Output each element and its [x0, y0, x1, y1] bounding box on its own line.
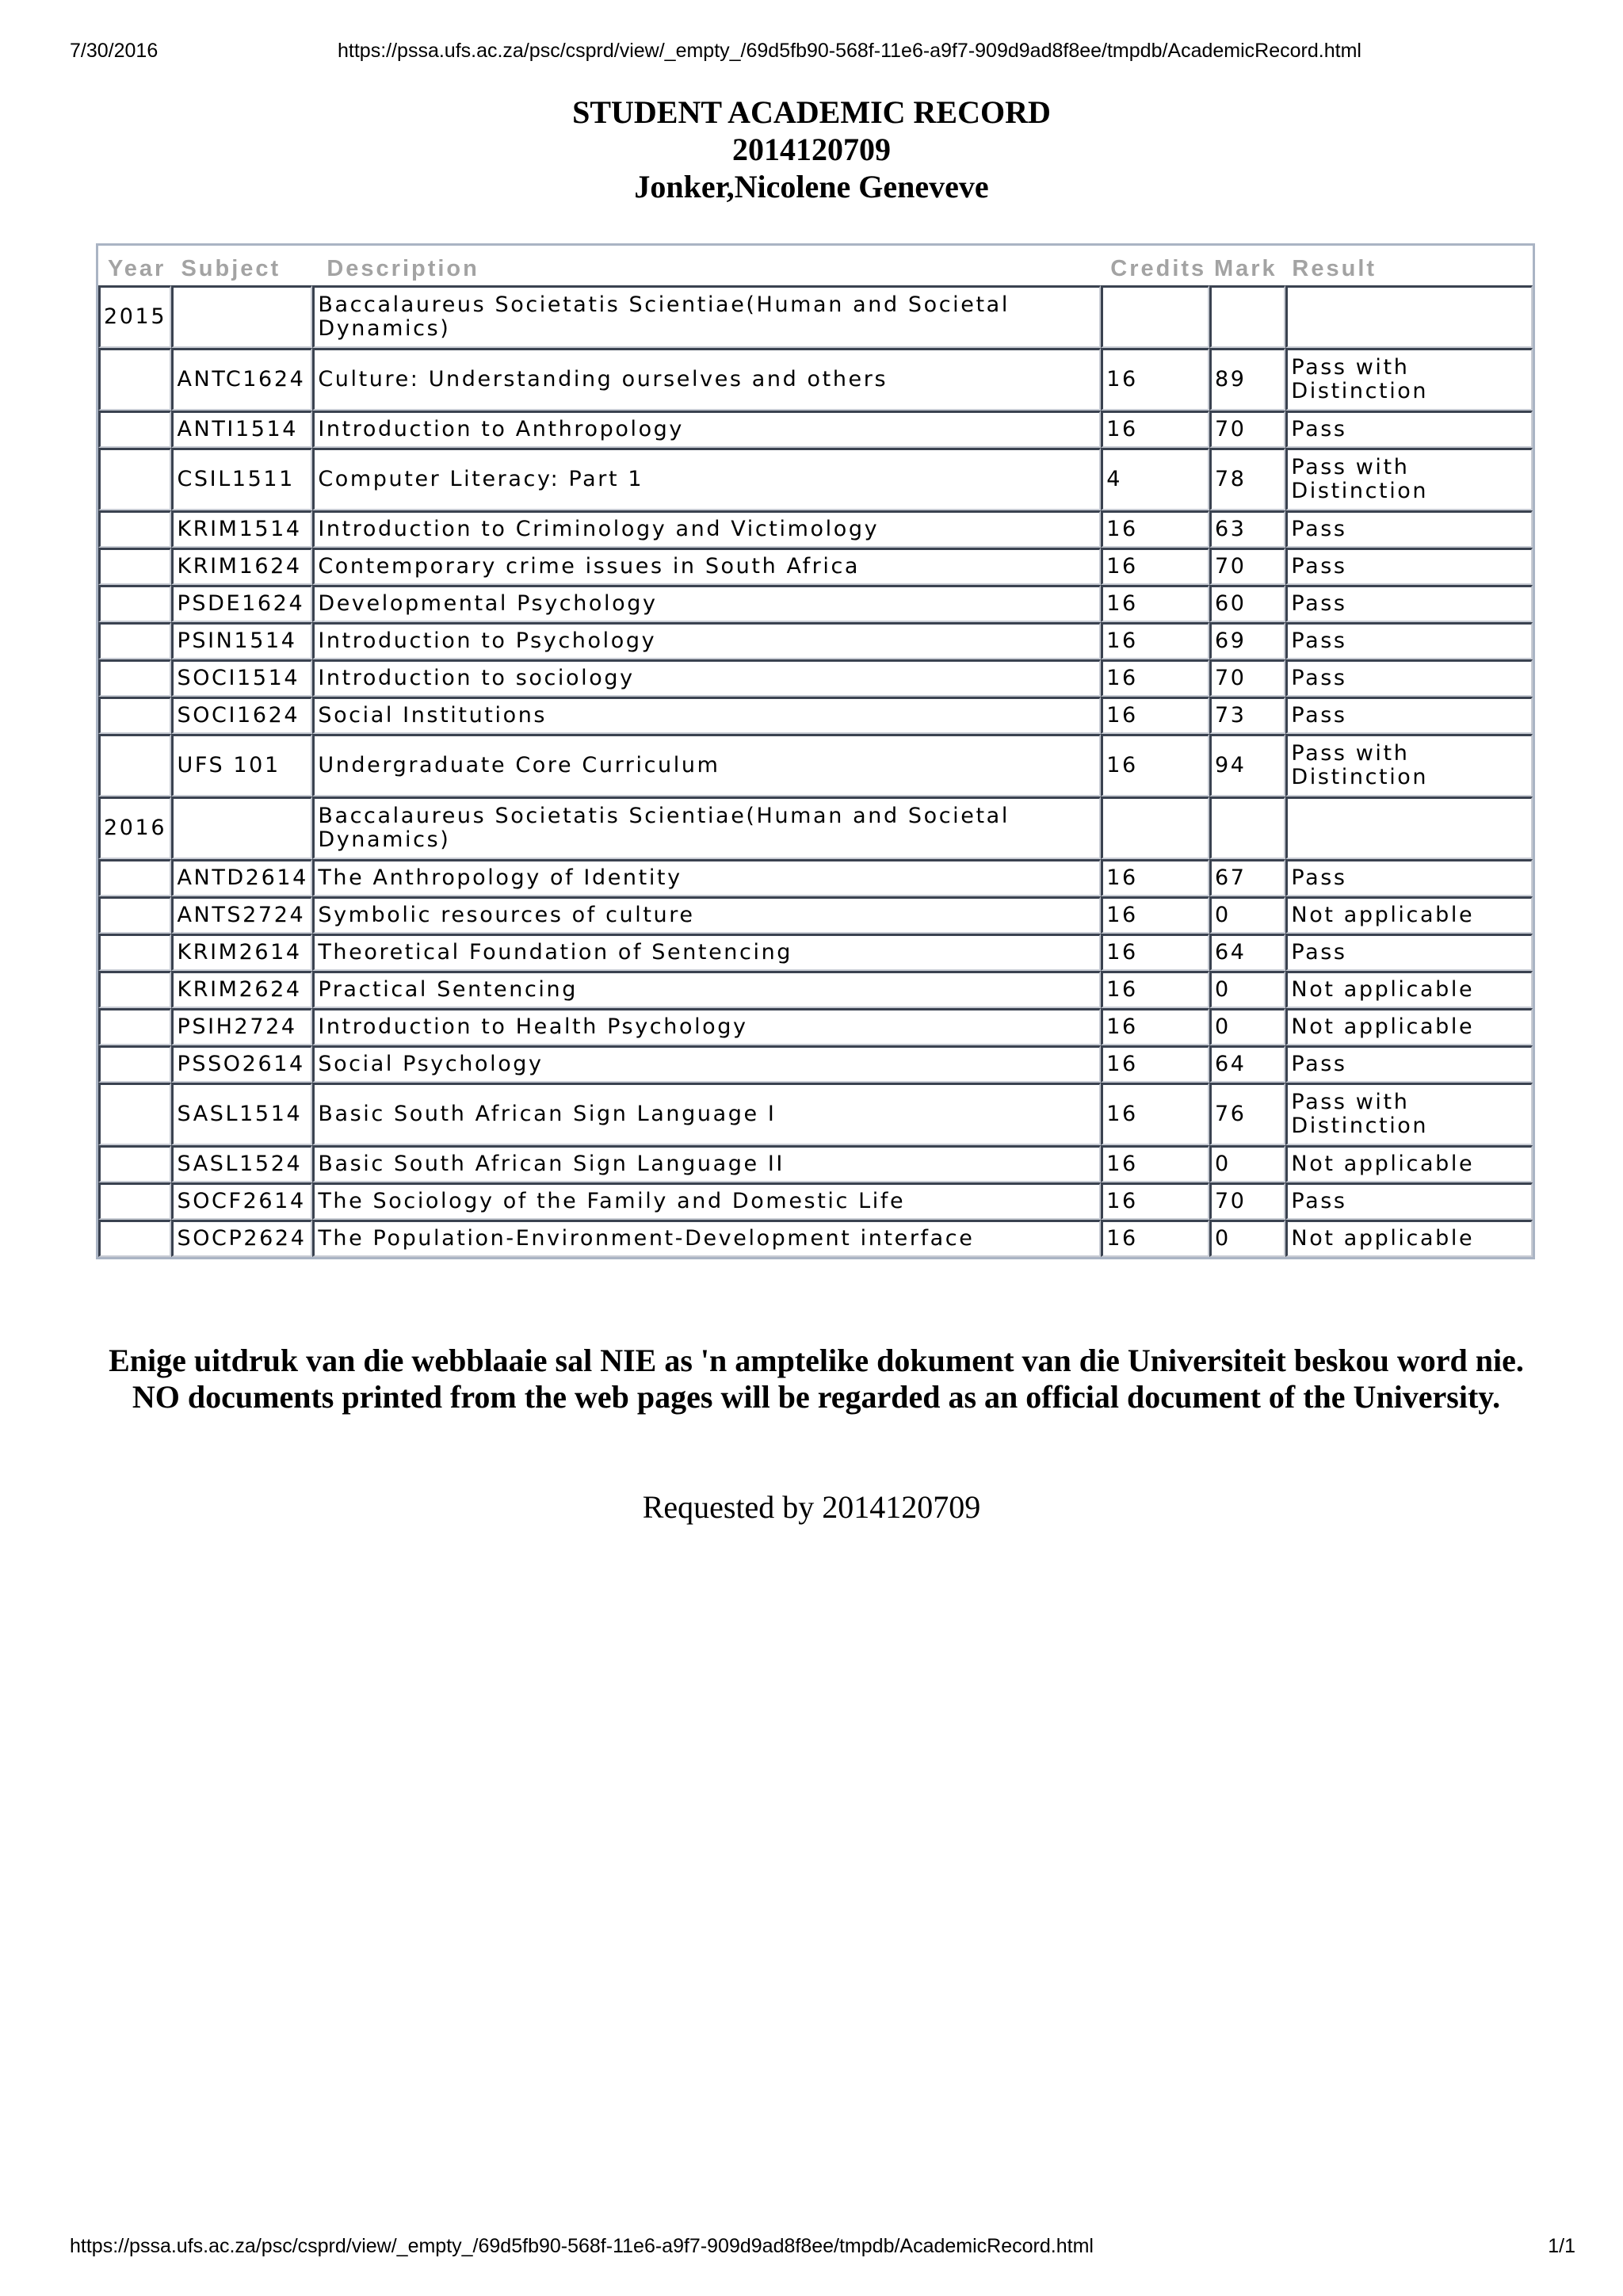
- cell-result: Pass with Distinction: [1285, 348, 1533, 411]
- cell-subject: SOCI1624: [171, 697, 312, 734]
- cell-year: [98, 448, 171, 510]
- cell-subject: PSIN1514: [171, 622, 312, 659]
- cell-description: Theoretical Foundation of Sentencing: [312, 934, 1101, 971]
- cell-mark: 94: [1209, 734, 1285, 797]
- cell-mark: 0: [1209, 971, 1285, 1008]
- cell-mark: 64: [1209, 1045, 1285, 1083]
- cell-mark: 60: [1209, 585, 1285, 622]
- column-header-description: Description: [327, 255, 479, 281]
- cell-credits: 16: [1101, 510, 1209, 548]
- cell-description: The Population-Environment-Development interface: [312, 1220, 1101, 1257]
- record-title: STUDENT ACADEMIC RECORD: [572, 94, 1051, 130]
- page-number: 1/1: [1548, 2235, 1575, 2257]
- cell-subject: CSIL1511: [171, 448, 312, 510]
- cell-credits: 16: [1101, 896, 1209, 934]
- cell-credits: 16: [1101, 1145, 1209, 1182]
- table-row: [98, 510, 1533, 548]
- cell-year: [98, 548, 171, 585]
- cell-subject: PSDE1624: [171, 585, 312, 622]
- cell-mark: 78: [1209, 448, 1285, 510]
- cell-result: Not applicable: [1285, 1145, 1533, 1182]
- cell-result: Pass: [1285, 697, 1533, 734]
- cell-mark: 64: [1209, 934, 1285, 971]
- cell-subject: [171, 797, 312, 859]
- cell-year: [98, 734, 171, 797]
- cell-result: Pass: [1285, 510, 1533, 548]
- student-number: 2014120709: [732, 132, 891, 167]
- cell-mark: 0: [1209, 1008, 1285, 1045]
- cell-mark: [1209, 797, 1285, 859]
- cell-mark: 69: [1209, 622, 1285, 659]
- table-row: [98, 411, 1533, 448]
- cell-result: Not applicable: [1285, 1008, 1533, 1045]
- cell-description: Baccalaureus Societatis Scientiae(Human and Societal Dynamics): [312, 797, 1101, 859]
- cell-year: [98, 510, 171, 548]
- table-row: [98, 622, 1533, 659]
- cell-result: Pass: [1285, 859, 1533, 896]
- cell-mark: 0: [1209, 896, 1285, 934]
- cell-credits: 16: [1101, 622, 1209, 659]
- requested-by: Requested by 2014120709: [642, 1489, 981, 1525]
- cell-mark: 63: [1209, 510, 1285, 548]
- cell-year: [98, 859, 171, 896]
- cell-credits: 16: [1101, 411, 1209, 448]
- cell-year: 2015: [98, 285, 171, 348]
- cell-year: [98, 1145, 171, 1182]
- cell-result: [1285, 797, 1533, 859]
- print-header-url: https://pssa.ufs.ac.za/psc/csprd/view/_empty_/69d5fb90-568f-11e6-a9f7-909d9ad8f8ee/tmpdb/AcademicRecord.html: [338, 40, 1361, 62]
- cell-credits: 16: [1101, 585, 1209, 622]
- cell-subject: SOCI1514: [171, 659, 312, 697]
- cell-result: Pass: [1285, 622, 1533, 659]
- table-row: [98, 1008, 1533, 1045]
- column-header-year: Year: [108, 255, 166, 281]
- column-header-credits: Credits: [1110, 255, 1207, 281]
- cell-mark: 70: [1209, 548, 1285, 585]
- table-row: [98, 1083, 1533, 1145]
- cell-mark: 89: [1209, 348, 1285, 411]
- table-row: [98, 1220, 1533, 1257]
- table-row: [98, 971, 1533, 1008]
- cell-result: Pass: [1285, 585, 1533, 622]
- cell-year: [98, 659, 171, 697]
- cell-credits: 4: [1101, 448, 1209, 510]
- cell-result: [1285, 285, 1533, 348]
- cell-result: Not applicable: [1285, 971, 1533, 1008]
- cell-subject: SOCF2614: [171, 1182, 312, 1220]
- cell-description: Baccalaureus Societatis Scientiae(Human and Societal Dynamics): [312, 285, 1101, 348]
- cell-subject: ANTS2724: [171, 896, 312, 934]
- cell-subject: PSIH2724: [171, 1008, 312, 1045]
- cell-subject: SOCP2624: [171, 1220, 312, 1257]
- cell-credits: 16: [1101, 348, 1209, 411]
- cell-credits: 16: [1101, 659, 1209, 697]
- cell-description: Culture: Understanding ourselves and others: [312, 348, 1101, 411]
- cell-year: [98, 1182, 171, 1220]
- cell-result: Pass: [1285, 1182, 1533, 1220]
- cell-credits: 16: [1101, 934, 1209, 971]
- cell-year: [98, 1008, 171, 1045]
- notice-english: NO documents printed from the web pages will be regarded as an official document of the University.: [132, 1379, 1501, 1415]
- cell-description: Social Institutions: [312, 697, 1101, 734]
- cell-mark: 70: [1209, 411, 1285, 448]
- cell-description: Basic South African Sign Language II: [312, 1145, 1101, 1182]
- academic-record-table: [96, 243, 1535, 1259]
- cell-description: Introduction to Criminology and Victimology: [312, 510, 1101, 548]
- table-row: [98, 548, 1533, 585]
- cell-credits: [1101, 285, 1209, 348]
- cell-subject: ANTC1624: [171, 348, 312, 411]
- table-row: [98, 659, 1533, 697]
- record-heading: [0, 94, 1623, 205]
- cell-description: The Sociology of the Family and Domestic Life: [312, 1182, 1101, 1220]
- table-body: [98, 285, 1533, 1257]
- cell-result: Pass: [1285, 934, 1533, 971]
- table-row: [98, 734, 1533, 797]
- cell-mark: 67: [1209, 859, 1285, 896]
- year-group-row: [98, 797, 1533, 859]
- table-row: [98, 1182, 1533, 1220]
- cell-subject: SASL1524: [171, 1145, 312, 1182]
- cell-result: Pass with Distinction: [1285, 734, 1533, 797]
- cell-year: 2016: [98, 797, 171, 859]
- cell-mark: [1209, 285, 1285, 348]
- cell-result: Pass: [1285, 548, 1533, 585]
- cell-year: [98, 348, 171, 411]
- cell-year: [98, 697, 171, 734]
- cell-credits: 16: [1101, 697, 1209, 734]
- cell-credits: 16: [1101, 1045, 1209, 1083]
- cell-description: Basic South African Sign Language I: [312, 1083, 1101, 1145]
- cell-year: [98, 1083, 171, 1145]
- cell-description: Introduction to Anthropology: [312, 411, 1101, 448]
- cell-credits: 16: [1101, 971, 1209, 1008]
- table-row: [98, 896, 1533, 934]
- official-document-notice: [79, 1343, 1553, 1415]
- cell-year: [98, 971, 171, 1008]
- cell-year: [98, 1220, 171, 1257]
- cell-subject: KRIM2614: [171, 934, 312, 971]
- cell-credits: 16: [1101, 548, 1209, 585]
- student-name: Jonker,Nicolene Geneveve: [634, 169, 989, 204]
- print-date: 7/30/2016: [70, 40, 158, 62]
- cell-subject: [171, 285, 312, 348]
- cell-subject: KRIM1624: [171, 548, 312, 585]
- cell-description: Developmental Psychology: [312, 585, 1101, 622]
- cell-subject: PSSO2614: [171, 1045, 312, 1083]
- cell-mark: 73: [1209, 697, 1285, 734]
- cell-result: Pass with Distinction: [1285, 1083, 1533, 1145]
- table-row: [98, 934, 1533, 971]
- cell-description: Symbolic resources of culture: [312, 896, 1101, 934]
- cell-mark: 0: [1209, 1145, 1285, 1182]
- cell-result: Pass: [1285, 1045, 1533, 1083]
- cell-year: [98, 1045, 171, 1083]
- cell-description: Social Psychology: [312, 1045, 1101, 1083]
- cell-subject: ANTD2614: [171, 859, 312, 896]
- cell-description: The Anthropology of Identity: [312, 859, 1101, 896]
- cell-credits: 16: [1101, 1083, 1209, 1145]
- cell-credits: 16: [1101, 1008, 1209, 1045]
- cell-year: [98, 411, 171, 448]
- print-footer-url: https://pssa.ufs.ac.za/psc/csprd/view/_empty_/69d5fb90-568f-11e6-a9f7-909d9ad8f8ee/tmpdb/AcademicRecord.html: [70, 2235, 1094, 2257]
- cell-credits: 16: [1101, 1182, 1209, 1220]
- cell-year: [98, 585, 171, 622]
- table-header-row: [98, 246, 1533, 285]
- cell-credits: [1101, 797, 1209, 859]
- cell-year: [98, 896, 171, 934]
- cell-mark: 0: [1209, 1220, 1285, 1257]
- cell-description: Computer Literacy: Part 1: [312, 448, 1101, 510]
- cell-year: [98, 622, 171, 659]
- cell-description: Introduction to Health Psychology: [312, 1008, 1101, 1045]
- cell-result: Pass: [1285, 411, 1533, 448]
- cell-mark: 76: [1209, 1083, 1285, 1145]
- table-row: [98, 859, 1533, 896]
- year-group-row: [98, 285, 1533, 348]
- cell-description: Introduction to Psychology: [312, 622, 1101, 659]
- cell-mark: 70: [1209, 1182, 1285, 1220]
- cell-description: Contemporary crime issues in South Africa: [312, 548, 1101, 585]
- cell-description: Undergraduate Core Curriculum: [312, 734, 1101, 797]
- cell-description: Practical Sentencing: [312, 971, 1101, 1008]
- cell-credits: 16: [1101, 734, 1209, 797]
- cell-mark: 70: [1209, 659, 1285, 697]
- cell-subject: SASL1514: [171, 1083, 312, 1145]
- cell-subject: KRIM1514: [171, 510, 312, 548]
- cell-result: Pass: [1285, 659, 1533, 697]
- column-header-mark: Mark: [1213, 255, 1277, 281]
- cell-result: Pass with Distinction: [1285, 448, 1533, 510]
- table-row: [98, 448, 1533, 510]
- notice-afrikaans: Enige uitdruk van die webblaaie sal NIE as 'n amptelike dokument van die Universiteit beskou word nie.: [109, 1343, 1524, 1378]
- column-header-subject: Subject: [181, 255, 281, 281]
- cell-year: [98, 934, 171, 971]
- cell-subject: UFS 101: [171, 734, 312, 797]
- cell-subject: KRIM2624: [171, 971, 312, 1008]
- table-row: [98, 585, 1533, 622]
- cell-description: Introduction to sociology: [312, 659, 1101, 697]
- column-header-result: Result: [1292, 255, 1377, 281]
- cell-result: Not applicable: [1285, 1220, 1533, 1257]
- cell-credits: 16: [1101, 859, 1209, 896]
- cell-subject: ANTI1514: [171, 411, 312, 448]
- table-row: [98, 348, 1533, 411]
- table-row: [98, 697, 1533, 734]
- table-row: [98, 1145, 1533, 1182]
- cell-result: Not applicable: [1285, 896, 1533, 934]
- cell-credits: 16: [1101, 1220, 1209, 1257]
- table-row: [98, 1045, 1533, 1083]
